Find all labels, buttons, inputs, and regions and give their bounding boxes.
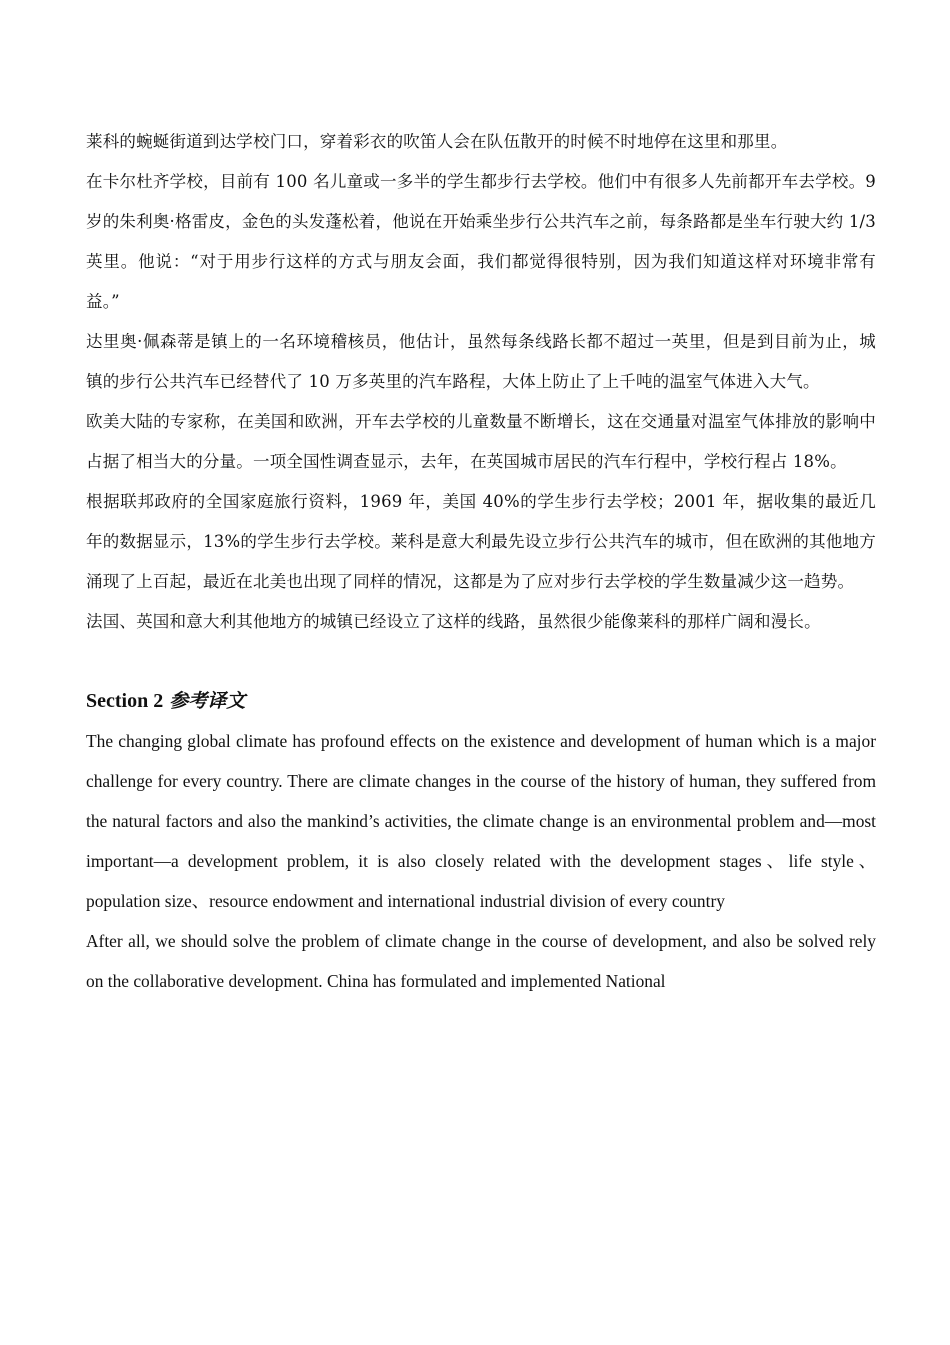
paragraph-zh-5: 根据联邦政府的全国家庭旅行资料，1969 年，美国 40%的学生步行去学校；2001 年，据收集的最近几年的数据显示，13%的学生步行去学校。莱科是意大利最先设立步行公共汽车的城市，但在欧洲的其他地方涌现了上百起，最近在北美也出现了同样的情况，这都是为了应对步行去学校的学生数量减少这一趋势。	[86, 492, 876, 591]
section-heading	[86, 686, 876, 716]
paragraph-en-2: After all, we should solve the problem of climate change in the course of development, and also be solved rely on the collaborative development. China has formulated and implemented National	[86, 931, 876, 991]
section-title: 参考译文	[169, 690, 246, 712]
paragraph-zh-1: 莱科的蜿蜒街道到达学校门口，穿着彩衣的吹笛人会在队伍散开的时候不时地停在这里和那里。	[86, 132, 788, 151]
paragraph-zh-2: 在卡尔杜齐学校，目前有 100 名儿童或一多半的学生都步行去学校。他们中有很多人先前都开车去学校。9 岁的朱利奥·格雷皮，金色的头发蓬松着，他说在开始乘坐步行公共汽车之前，每条路都是坐车行驶大约 1/3 英里。他说：“对于用步行这样的方式与朋友会面，我们都觉得很特别，因为我们知道这样对环境非常有益。”	[86, 172, 876, 311]
paragraph-en-1: The changing global climate has profound effects on the existence and development of human which is a major challenge for every country. There are climate changes in the course of the history of human, they suffered from the natural factors and also the mankind’s activities, the climate change is an environmental problem and—most important—a development problem, it is also closely related with the development stages、life style、population size、resource endowment and international industrial division of every country	[86, 731, 876, 911]
paragraph-zh-4: 欧美大陆的专家称，在美国和欧洲，开车去学校的儿童数量不断增长，这在交通量对温室气体排放的影响中占据了相当大的分量。一项全国性调查显示，去年，在英国城市居民的汽车行程中，学校行程占 18%。	[86, 412, 876, 471]
document-body	[86, 122, 876, 1001]
paragraph-zh-6: 法国、英国和意大利其他地方的城镇已经设立了这样的线路，虽然很少能像莱科的那样广阔和漫长。	[86, 612, 821, 631]
section-label: Section 2	[86, 690, 164, 712]
paragraph-zh-3: 达里奥·佩森蒂是镇上的一名环境稽核员，他估计，虽然每条线路长都不超过一英里，但是到目前为止，城镇的步行公共汽车已经替代了 10 万多英里的汽车路程，大体上防止了上千吨的温室气体进入大气。	[86, 332, 876, 391]
